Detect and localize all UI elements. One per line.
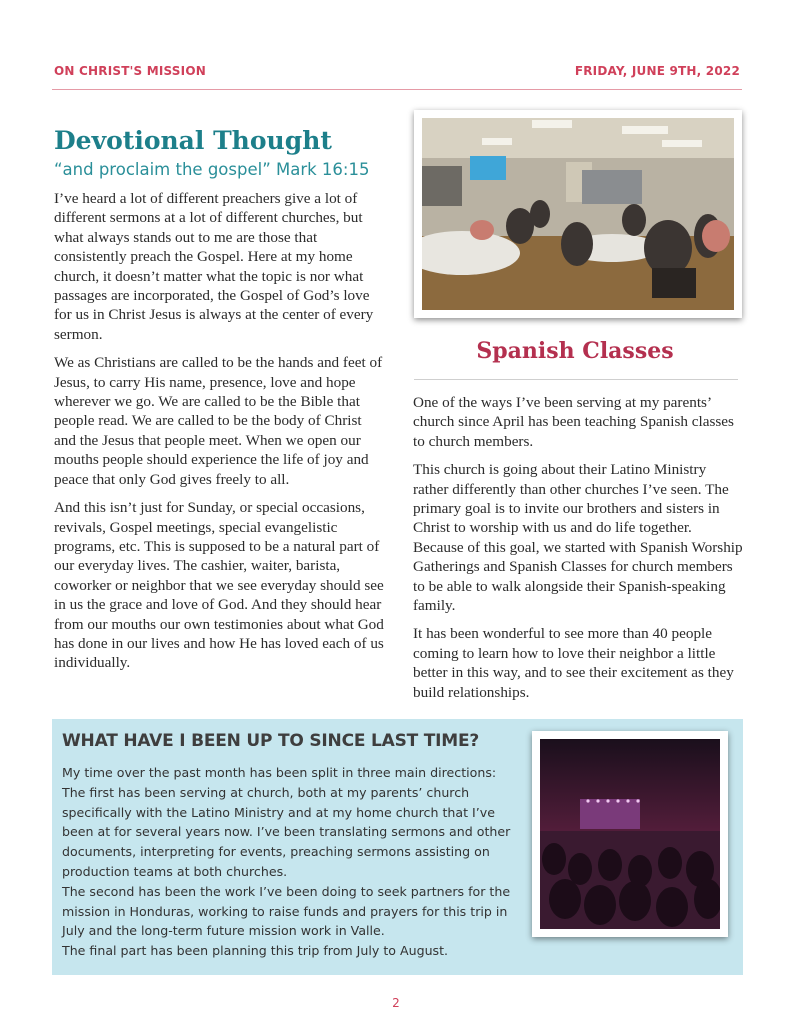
devotional-paragraph: I’ve heard a lot of different preachers give a lot of different sermons at a lot of different churches, but what always stands out to me are those that consistently preach the Gospel. Here at my home church, it doesn’t matter what the topic is nor what passages are incorporated, the Gospel of God’s love for us in Christ Jesus is always at the center of every sermon.	[54, 190, 374, 343]
spanish-classes-title: Spanish Classes	[476, 338, 674, 364]
devotional-section	[54, 124, 384, 682]
devotional-paragraph: And this isn’t just for Sunday, or special occasions, revivals, Gospel meetings, special evangelistic programs, etc. This is supposed to be a natural part of our everyday lives. The cashier, waiter, barista, coworker or neighbor that we see everyday should see in us the grace and love of God. And they should hear from our mouths our own testimonies about what God has done in our lives and how He has loved each of us individually.	[54, 499, 384, 672]
spanish-paragraph: It has been wonderful to see more than 40 people coming to learn how to love their neighbor a little better in this way, and to see their excitement as they build relationships.	[413, 625, 734, 701]
update-line: The second has been the work I’ve been doing to seek partners for the mission in Honduras, working to raise funds and prayers for this trip in July and the long-term future mission work in Valle.	[62, 883, 511, 939]
spanish-paragraph: This church is going about their Latino Ministry rather differently than other churches I’ve seen. The primary goal is to invite our brothers and sisters in Christ to worship with us and do life together. Because of this goal, we started with Spanish Worship Gatherings and Spanish Classes for church members to be able to walk alongside their Spanish-speaking family.	[413, 461, 743, 615]
spanish-class-photo	[414, 110, 742, 318]
update-title: WHAT HAVE I BEEN UP TO SINCE LAST TIME?	[62, 731, 480, 751]
devotional-subtitle: “and proclaim the gospel” Mark 16:15	[54, 160, 370, 179]
update-line: The final part has been planning this trip from July to August.	[62, 943, 449, 959]
issue-date: FRIDAY, JUNE 9TH, 2022	[574, 64, 740, 78]
spanish-paragraph: One of the ways I’ve been serving at my parents’ church since April has been teaching Spanish classes to church members.	[413, 394, 734, 450]
update-body	[62, 763, 522, 961]
update-line: My time over the past month has been split in three main directions: The first has been serving at church, both at my parents’ church specifically with the Latino Ministry and at my home church that I’ve been at for several years now. I’ve been translating sermons and other documents, interpreting for events, preaching sermons assisting on production teams at both churches.	[62, 765, 511, 879]
devotional-title: Devotional Thought	[54, 126, 332, 155]
devotional-paragraph: We as Christians are called to be the hands and feet of Jesus, to carry His name, presence, love and hope wherever we go. We are called to be the Bible that people read. We are called to be the body of Christ and the Jesus that people meet. When we open our mouths people should experience the life of joy and peace that only God gives freely to all.	[54, 354, 383, 488]
page-number: 2	[392, 996, 400, 1010]
newsletter-name: ON CHRIST'S MISSION	[54, 64, 206, 78]
header-divider	[52, 89, 742, 90]
spanish-section	[413, 393, 743, 711]
spanish-divider	[414, 379, 738, 380]
worship-gathering-photo	[532, 731, 728, 937]
